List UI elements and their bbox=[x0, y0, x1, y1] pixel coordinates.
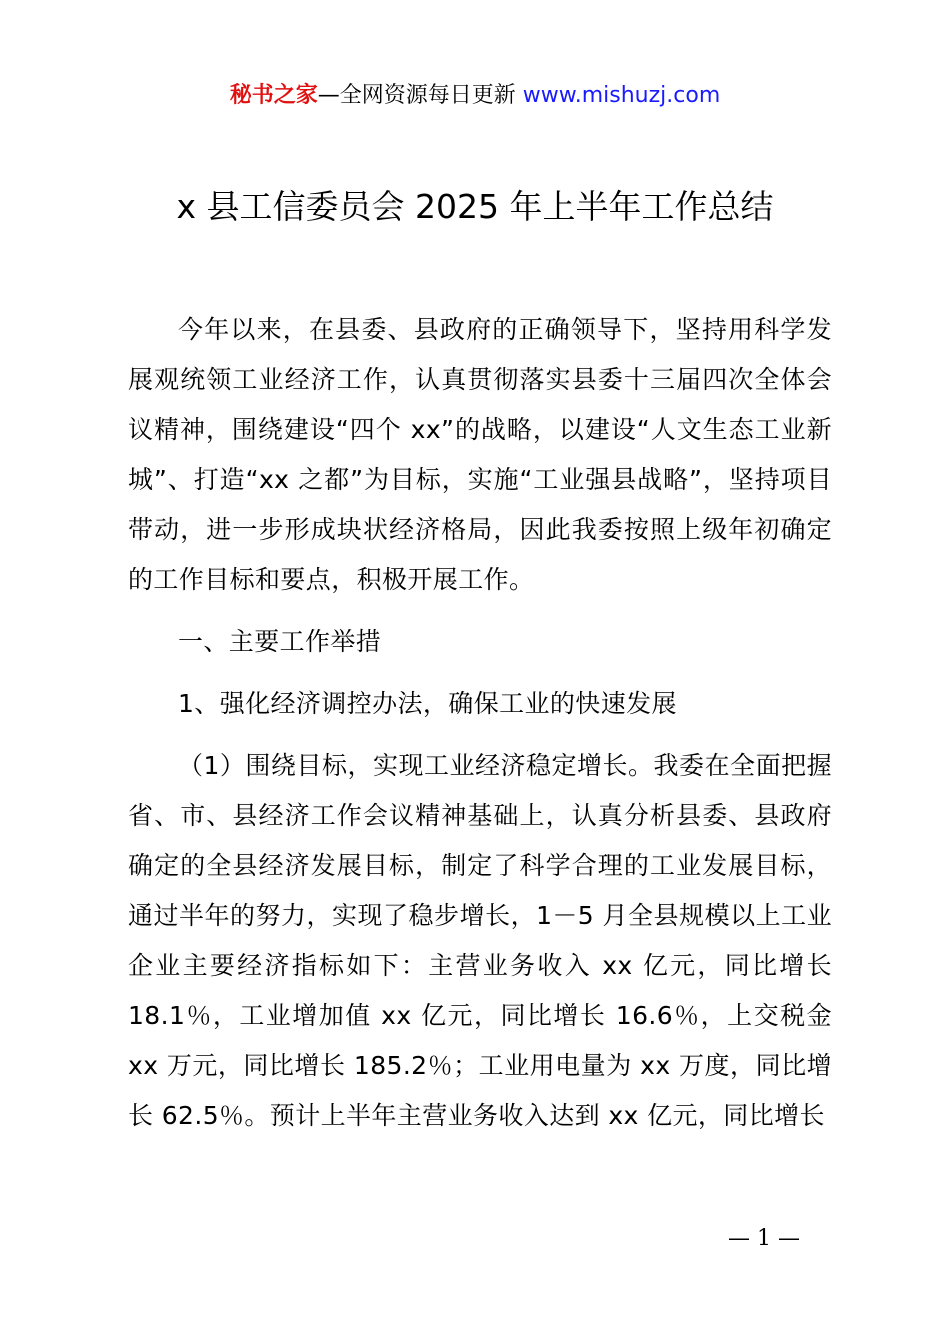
site-url-link[interactable]: www.mishuzj.com bbox=[522, 83, 721, 108]
header-slogan: —全网资源每日更新 bbox=[317, 83, 523, 108]
intro-paragraph: 今年以来，在县委、县政府的正确领导下，坚持用科学发展观统领工业经济工作，认真贯彻落实县委十三届四次全体会议精神，围绕建设“四个 xx”的战略，以建设“人文生态工业新城”、打造“xx 之都”为目标，实施“工业强县战略”，坚持项目带动，进一步形成块状经济格局，因此我委按照上级年初确定的工作目标和要点，积极开展工作。 bbox=[128, 315, 832, 594]
document-body bbox=[128, 305, 832, 1141]
body-paragraph: （1）围绕目标，实现工业经济稳定增长。我委在全面把握省、市、县经济工作会议精神基础上，认真分析县委、县政府确定的全县经济发展目标，制定了科学合理的工业发展目标，通过半年的努力，实现了稳步增长，1－5 月全县规模以上工业企业主要经济指标如下：主营业务收入 xx 亿元，同比增长 18.1％，工业增加值 xx 亿元，同比增长 16.6％，上交税金 xx 万元，同比增长 185.2％；工业用电量为 xx 万度，同比增长 62.5％。预计上半年主营业务收入达到 xx 亿元，同比增长 bbox=[128, 751, 832, 1130]
subsection-heading: 1、强化经济调控办法，确保工业的快速发展 bbox=[178, 689, 677, 718]
document-title: x 县工信委员会 2025 年上半年工作总结 bbox=[176, 187, 774, 226]
site-header bbox=[0, 80, 950, 112]
section-heading: 一、主要工作举措 bbox=[178, 627, 382, 656]
page-number: — 1 — bbox=[728, 1226, 800, 1251]
brand-name: 秘书之家 bbox=[229, 83, 318, 108]
